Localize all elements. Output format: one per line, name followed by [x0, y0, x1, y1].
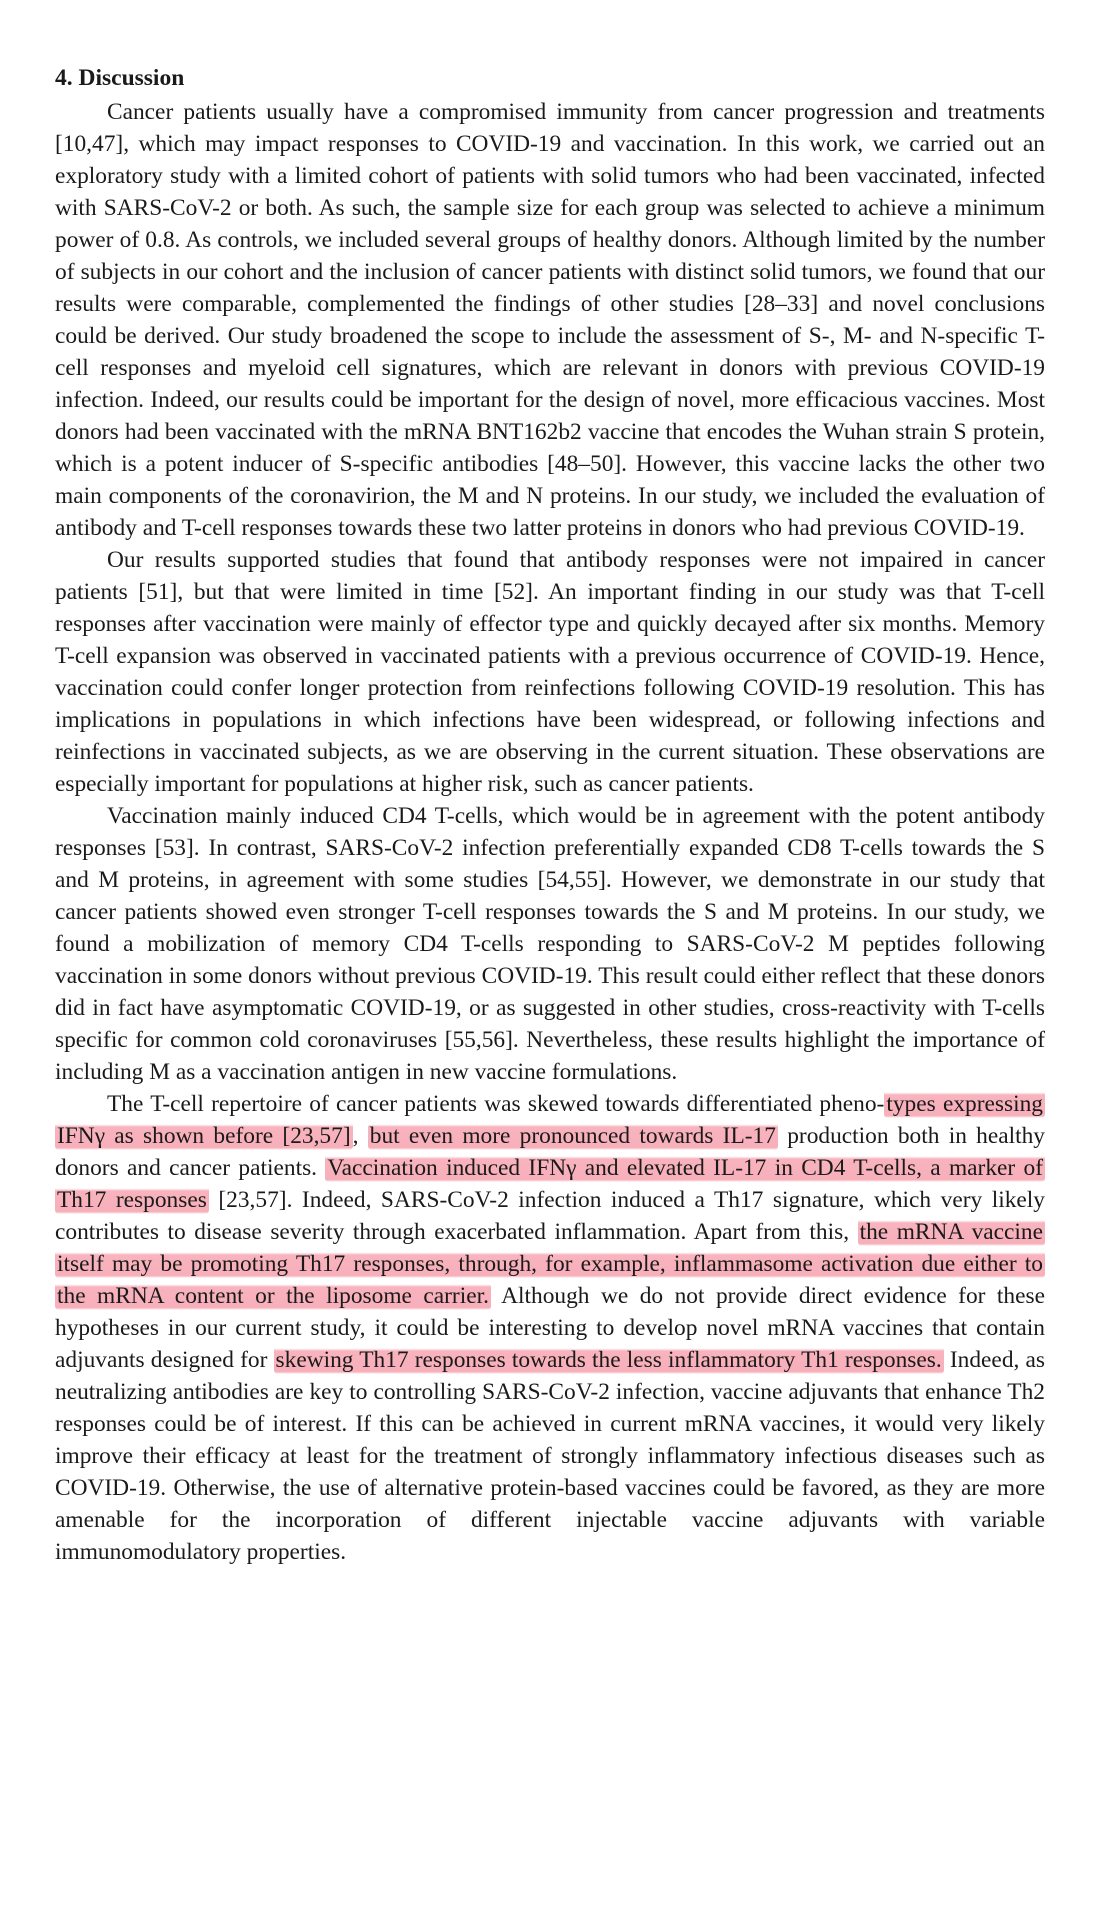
text-segment: ,	[352, 1123, 368, 1149]
section-heading: 4. Discussion	[55, 65, 185, 91]
paragraph-3	[55, 800, 1045, 1088]
highlighted-text: types expressing IFNγ as shown before [23,57]	[57, 1091, 1043, 1149]
text-segment: [23,57]. Indeed, SARS-CoV-2 infection induced a Th17 signature, which very likely contributes to disease severity through exacerbated inflammation. Apart from this,	[55, 1187, 1045, 1245]
highlighted-text: Vaccination induced IFNγ and elevated IL-17 in CD4 T-cells, a marker of Th17 responses	[57, 1155, 1043, 1213]
highlighted-text: skewing Th17 responses towards the less inflammatory Th1 responses.	[275, 1347, 942, 1373]
text-segment: production both in healthy donors and cancer patients.	[55, 1123, 1046, 1181]
highlighted-text: the mRNA vaccine itself may be promoting Th17 responses, through, for example, inflammasome activation due either to the mRNA content or the liposome carrier.	[57, 1219, 1043, 1309]
paragraph-4	[55, 1088, 1045, 1568]
text-segment: Although we do not provide direct evidence for these hypotheses in our current study, it could be interesting to develop novel mRNA vaccines that contain adjuvants designed for	[55, 1283, 1045, 1373]
text-segment: Our results supported studies that found that antibody responses were not impaired in cancer patients [51], but that were limited in time [52]. An important finding in our study was that T-cell responses after vaccination were mainly of effector type and quickly decayed after six months. Memory T-cell expansion was observed in vaccinated patients with a previous occurrence of COVID-19. Hence, vaccination could confer longer protection from reinfections following COVID-19 resolution. This has implications in populations in which infections have been widespread, or following infections and reinfections in vaccinated subjects, as we are observing in the current situation. These observations are especially important for populations at higher risk, such as cancer patients.	[55, 547, 1045, 797]
text-segment: Cancer patients usually have a compromised immunity from cancer progression and treatments [10,47], which may impact responses to COVID-19 and vaccination. In this work, we carried out an exploratory study with a limited cohort of patients with solid tumors who had been vaccinated, infected with SARS-CoV-2 or both. As such, the sample size for each group was selected to achieve a minimum power of 0.8. As controls, we included several groups of healthy donors. Although limited by the number of subjects in our cohort and the inclusion of cancer patients with distinct solid tumors, we found that our results were comparable, complemented the findings of other studies [28–33] and novel conclusions could be derived. Our study broadened the scope to include the assessment of S-, M- and N-specific T-cell responses and myeloid cell signatures, which are relevant in donors with previous COVID-19 infection. Indeed, our results could be important for the design of novel, more efficacious vaccines. Most donors had been vaccinated with the mRNA BNT162b2 vaccine that encodes the Wuhan strain S protein, which is a potent inducer of S-specific antibodies [48–50]. However, this vaccine lacks the other two main components of the coronavirion, the M and N proteins. In our study, we included the evaluation of antibody and T-cell responses towards these two latter proteins in donors who had previous COVID-19.	[55, 99, 1045, 541]
paragraph-2	[55, 544, 1045, 800]
text-segment: Indeed, as neutralizing antibodies are key to controlling SARS-CoV-2 infection, vaccine adjuvants that enhance Th2 responses could be of interest. If this can be achieved in current mRNA vaccines, it would very likely improve their efficacy at least for the treatment of strongly inflammatory infectious diseases such as COVID-19. Otherwise, the use of alternative protein-based vaccines could be favored, as they are more amenable for the incorporation of different injectable vaccine adjuvants with variable immunomodulatory properties.	[55, 1347, 1045, 1565]
text-segment: Vaccination mainly induced CD4 T-cells, which would be in agreement with the potent antibody responses [53]. In contrast, SARS-CoV-2 infection preferentially expanded CD8 T-cells towards the S and M proteins, in agreement with some studies [54,55]. However, we demonstrate in our study that cancer patients showed even stronger T-cell responses towards the S and M proteins. In our study, we found a mobilization of memory CD4 T-cells responding to SARS-CoV-2 M peptides following vaccination in some donors without previous COVID-19. This result could either reflect that these donors did in fact have asymptomatic COVID-19, or as suggested in other studies, cross-reactivity with T-cells specific for common cold coronaviruses [55,56]. Nevertheless, these results highlight the importance of including M as a vaccination antigen in new vaccine formulations.	[55, 803, 1045, 1085]
document-page	[55, 62, 1045, 1568]
discussion-body	[55, 96, 1045, 1568]
highlighted-text: but even more pronounced towards IL-17	[369, 1123, 776, 1149]
paragraph-1	[55, 96, 1045, 544]
text-segment: The T-cell repertoire of cancer patients was skewed towards differentiated pheno-	[107, 1091, 885, 1117]
